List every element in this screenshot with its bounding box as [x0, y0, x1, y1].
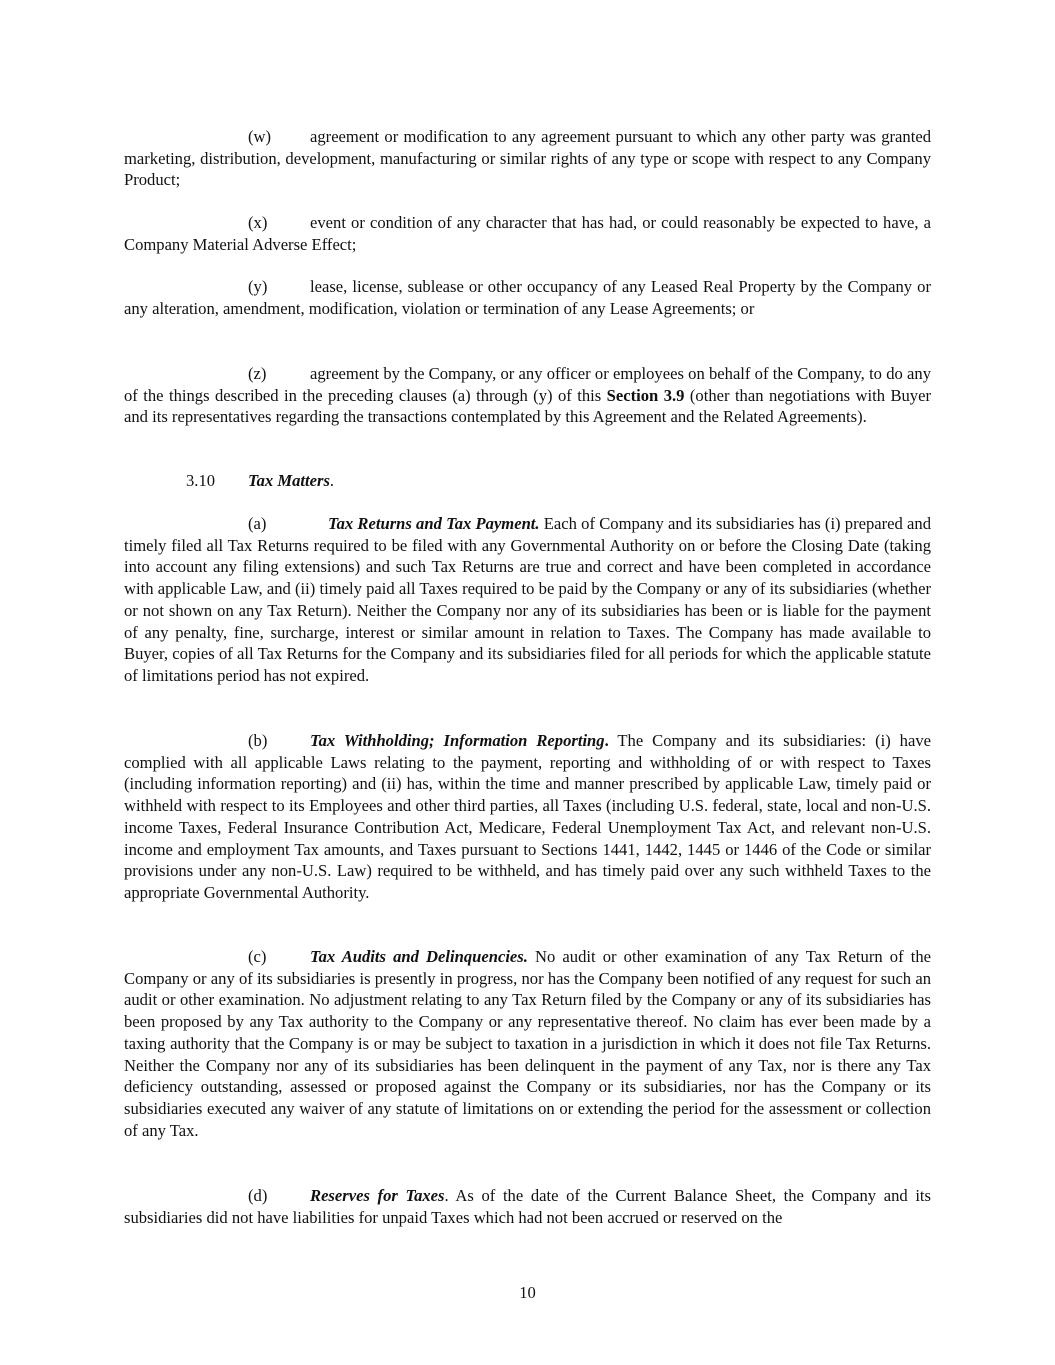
subsection-c [124, 946, 931, 1141]
subsection-d-text: . As of the date of the Current Balance Sheet, the Company and its subsidiaries did not have liabilities for unpaid Taxes which had not been accrued or reserved on the [124, 1186, 931, 1227]
section-reference: Section 3.9 [606, 385, 685, 405]
subsection-c-label: (c) [248, 947, 267, 966]
clause-w-label: (w) [248, 127, 272, 146]
subsection-c-title: Tax Audits and Delinquencies. [310, 947, 528, 966]
clause-z-label: (z) [248, 364, 267, 383]
clause-x-text: event or condition of any character that has had, or could reasonably be expected to have, a Company Material Adverse Effect; [124, 213, 931, 254]
subsection-b-title-suffix: . [604, 731, 609, 750]
subsection-a-label: (a) [248, 514, 267, 533]
subsection-d-label: (d) [248, 1186, 268, 1205]
clause-z-text-before: agreement by the Company, or any officer or employees on behalf of the Company, to do any of the things described in the preceding clauses (a) through (y) of this [124, 364, 931, 405]
clause-w [124, 126, 931, 191]
clause-w-text: agreement or modification to any agreement pursuant to which any other party was granted marketing, distribution, development, manufacturing or similar rights of any type or scope with respect to any Company Product; [124, 127, 931, 190]
subsection-c-text: No audit or other examination of any Tax Return of the Company or any of its subsidiaries is presently in progress, nor has the Company been notified of any request for such an audit or other examination. No adjustment relating to any Tax Return filed by the Company or any of its subsidiaries has been proposed by any Tax authority to the Company or any representative thereof. No claim has ever been made by a taxing authority that the Company is or may be subject to taxation in a jurisdiction in which it does not file Tax Returns. Neither the Company nor any of its subsidiaries has been delinquent in the payment of any Tax, nor is there any Tax deficiency outstanding, assessed or proposed against the Company or its subsidiaries, nor has the Company or its subsidiaries executed any waiver of any statute of limitations on or extending the period for the assessment or collection of any Tax. [124, 947, 931, 1140]
section-title-suffix: . [329, 471, 335, 490]
page-number: 10 [519, 1283, 536, 1302]
clause-y-text: lease, license, sublease or other occupancy of any Leased Real Property by the Company or any alteration, amendment, modification, violation or termination of any Lease Agreements; or [124, 277, 931, 318]
subsection-b-title: Tax Withholding; Information Reporting [310, 731, 605, 750]
clause-y-label: (y) [248, 277, 268, 296]
clause-z-text-after: (other than negotiations with Buyer and its representatives regarding the transactions contemplated by this Agreement and the Related Agreements). [124, 385, 931, 427]
section-title: Tax Matters [248, 471, 330, 490]
section-heading [186, 470, 334, 492]
section-number: 3.10 [186, 471, 216, 490]
subsection-b-label: (b) [248, 731, 268, 750]
clause-x-label: (x) [248, 213, 268, 232]
subsection-a-text: Each of Company and its subsidiaries has (i) prepared and timely filed all Tax Returns required to be filed with any Governmental Authority on or before the Closing Date (taking into account any filing extensions) and such Tax Returns are true and correct and have been completed in accordance with applicable Law, and (ii) timely paid all Taxes required to be paid by the Company or any of its subsidiaries (whether or not shown on any Tax Return). Neither the Company nor any of its subsidiaries has been or is liable for the payment of any penalty, fine, surcharge, interest or similar amount in relation to Taxes. The Company has made available to Buyer, copies of all Tax Returns for the Company and its subsidiaries filed for all periods for which the applicable statute of limitations period has not expired. [124, 514, 931, 685]
clause-y [124, 276, 931, 319]
subsection-b [124, 730, 931, 904]
subsection-b-text: The Company and its subsidiaries: (i) have complied with all applicable Laws relating to the payment, reporting and withholding of or with respect to Taxes (including information reporting) and (ii) has, within the time and manner prescribed by applicable Law, timely paid or withheld with respect to its Employees and other third parties, all Taxes (including U.S. federal, state, local and non-U.S. income Taxes, Federal Insurance Contribution Act, Medicare, Federal Unemployment Tax Act, and relevant non-U.S. income and employment Tax amounts, and Taxes pursuant to Sections 1441, 1442, 1445 or 1446 of the Code or similar provisions under any non-U.S. Law) required to be withheld, and has timely paid over any such withheld Taxes to the appropriate Governmental Authority. [124, 731, 931, 902]
subsection-d [124, 1185, 931, 1228]
subsection-d-title: Reserves for Taxes [310, 1186, 445, 1205]
subsection-a [124, 513, 931, 687]
subsection-a-title: Tax Returns and Tax Payment. [328, 514, 540, 533]
clause-z [124, 363, 931, 428]
clause-x [124, 212, 931, 255]
